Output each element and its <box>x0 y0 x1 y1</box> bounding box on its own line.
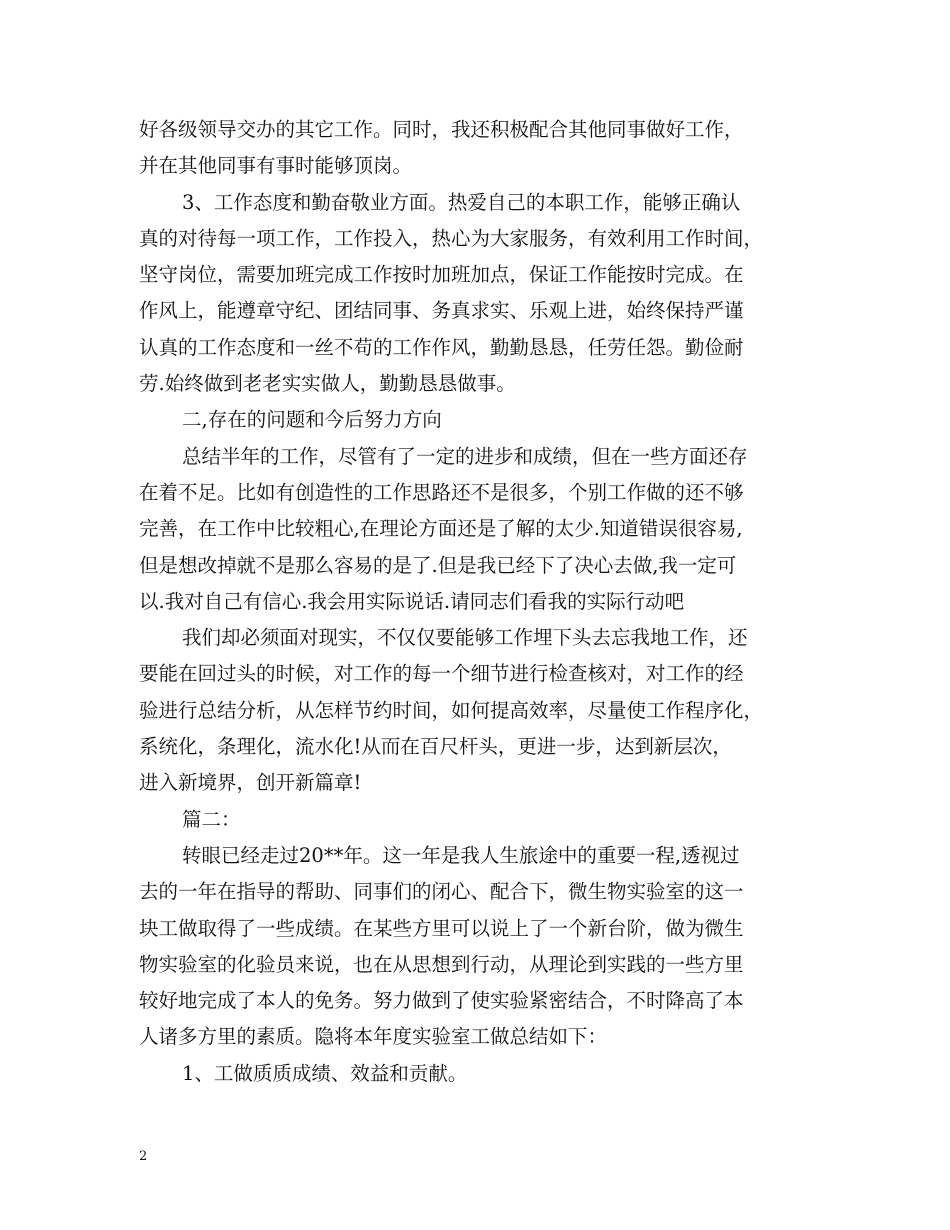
text-line: 块工做取得了一些成绩。在某些方里可以说上了一个新台阶，做为微生 <box>139 916 744 940</box>
text-line: 完善，在工作中比较粗心,在理论方面还是了解的太少.知道错误很容易, <box>139 517 743 541</box>
text-line: 坚守岗位，需要加班完成工作按时加班加点，保证工作能按时完成。在 <box>139 263 744 287</box>
text-line: 作风上，能遵章守纪、团结同事、务真求实、乐观上进，始终保持严谨 <box>139 299 744 323</box>
text-line: 人诸多方里的素质。隐将本年度实验室工做总结如下： <box>139 1025 608 1049</box>
document-body <box>139 112 819 1092</box>
text-line: 篇二： <box>182 807 241 831</box>
text-line: 进入新境界，创开新篇章! <box>139 771 362 795</box>
text-line: 认真的工作态度和一丝不苟的工作作风，勤勤恳恳，任劳任怨。勤俭耐 <box>139 335 744 359</box>
text-line: 要能在回过头的时候，对工作的每一个细节进行检查核对，对工作的经 <box>139 662 744 686</box>
text-line: 以.我对自己有信心.我会用实际说话.请同志们看我的实际行动吧 <box>139 589 685 613</box>
text-line: 较好地完成了本人的免务。努力做到了使实验紧密结合，不时降高了本 <box>139 989 744 1013</box>
text-line: 物实验室的化验员来说，也在从思想到行动，从理论到实践的一些方里 <box>139 952 744 976</box>
text-line: 1、工做质质成绩、效益和贡献。 <box>182 1061 468 1085</box>
text-line: 真的对待每一项工作，工作投入，热心为大家服务，有效利用工作时间， <box>139 226 764 250</box>
text-line: 3、工作态度和勤奋敬业方面。热爱自己的本职工作，能够正确认 <box>182 190 741 214</box>
text-line: 验进行总结分析，从怎样节约时间，如何提高效率，尽量使工作程序化， <box>139 698 764 722</box>
text-line: 我们却必须面对现实，不仅仅要能够工作埋下头去忘我地工作，还 <box>182 626 748 650</box>
text-line: 但是想改掉就不是那么容易的是了.但是我已经下了决心去做,我一定可 <box>139 553 737 577</box>
text-line: 并在其他同事有事时能够顶岗。 <box>139 154 413 178</box>
text-line: 转眼已经走过20**年。这一年是我人生旅途中的重要一程,透视过 <box>182 843 740 867</box>
text-line: 总结半年的工作，尽管有了一定的进步和成绩，但在一些方面还存 <box>182 444 748 468</box>
text-line: 劳.始终做到老老实实做人，勤勤恳恳做事。 <box>139 372 516 396</box>
text-line: 在着不足。比如有创造性的工作思路还不是很多，个别工作做的还不够 <box>139 480 744 504</box>
text-line: 好各级领导交办的其它工作。同时，我还积极配合其他同事做好工作， <box>139 118 744 141</box>
text-line: 去的一年在指导的帮助、同事们的闭心、配合下，微生物实验室的这一 <box>139 880 744 904</box>
page-number: 2 <box>139 1149 148 1164</box>
text-line: 系统化，条理化，流水化!从而在百尺杆头，更进一步，达到新层次， <box>139 735 732 759</box>
text-line: 二,存在的问题和今后努力方向 <box>182 408 442 432</box>
